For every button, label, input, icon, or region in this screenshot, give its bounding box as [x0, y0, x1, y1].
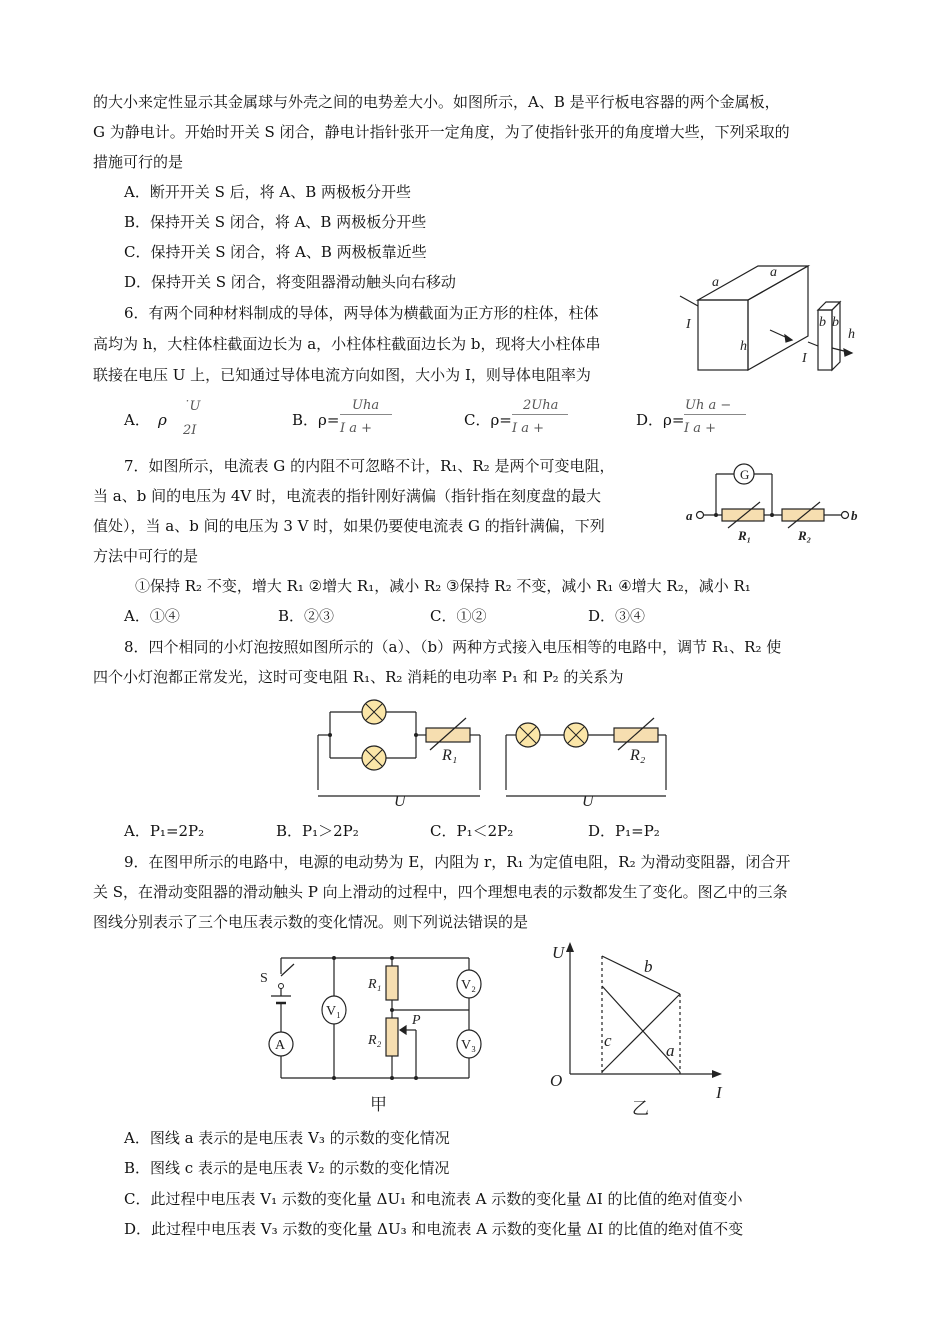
q7-line-2: 当 a、b 间的电压为 4V 时，电流表的指针刚好满偏（指针指在刻度盘的最大 [93, 487, 601, 505]
q7-line-3: 值处），当 a、b 间的电压为 3 V 时，如果仍要使电流表 G 的指针满偏，下列 [93, 517, 605, 535]
cube-side-face [748, 266, 808, 370]
resistor-r1 [386, 966, 398, 1000]
q7-option-b: B．②③ [278, 607, 335, 625]
q8-line-1: 8．四个相同的小灯泡按照如图所示的（a）、（b）两种方式接入电压相等的电路中，调节 R₁、R₂ 使 [124, 638, 782, 656]
intro-option-b: B．保持开关 S 闭合，将 A、B 两极板分开些 [124, 213, 427, 231]
q6-option-b-label: B．ρ= [292, 411, 340, 429]
bar-side-face [832, 302, 840, 370]
q6-option-a-num: ˙U [183, 399, 201, 414]
q9-option-b: B．图线 c 表示的是电压表 V₂ 的示数的变化情况 [124, 1159, 450, 1177]
junction-5 [414, 1076, 418, 1080]
q6-line-2: 高均为 h，大柱体柱截面边长为 a，小柱体柱截面边长为 b，现将大小柱体串 [93, 335, 601, 353]
q6-option-c-num: 2Uha [523, 398, 559, 413]
label-s: S [260, 971, 268, 986]
cube-front-face [698, 300, 748, 370]
q9-circuit-jia [254, 944, 504, 1119]
a-junction-right [414, 733, 418, 737]
q6-conductor-figure [670, 258, 870, 388]
cube-label-a-top: a [712, 275, 719, 290]
label-b: b [644, 957, 653, 976]
axis-i-arrow [712, 1070, 722, 1078]
bar-label-b2: b [832, 315, 839, 330]
axis-u-arrow [566, 942, 574, 952]
q7-option-c: C．①② [430, 607, 487, 625]
q7-methods: ①保持 R₂ 不变，增大 R₁ ②增大 R₁，减小 R₂ ③保持 R₂ 不变，减小 R₁ ④增大 R₂，减小 R₁ [135, 577, 751, 595]
q6-option-c-den: I a + [512, 421, 545, 436]
q6-option-a-den: 2I [183, 423, 197, 438]
q7-option-a: A．①④ [124, 607, 180, 625]
intro-line-1: 的大小来定性显示其金属球与外壳之间的电势差大小。如图所示，A、B 是平行板电容器的两个金属板， [93, 93, 780, 111]
q8-circuit-figure [310, 700, 670, 810]
q9-line-3: 图线分别表示了三个电压表示数的变化情况。则下列说法错误的是 [93, 913, 529, 931]
cube-arrow-head [785, 335, 792, 342]
label-r1: R₁ [368, 977, 382, 992]
q9-option-d: D．此过程中电压表 V₃ 示数的变化量 ΔU₃ 和电流表 A 示数的变化量 ΔI 的比值的绝对值不变 [124, 1220, 744, 1238]
junction-6 [390, 1008, 394, 1012]
q8-option-d: D．P₁=P₂ [588, 822, 660, 840]
q8-option-c: C．P₁＜2P₂ [430, 822, 514, 840]
junction-1 [332, 956, 336, 960]
q6-option-a-label: A． [124, 411, 150, 429]
galv-label: G [740, 467, 750, 482]
label-u-b: U [582, 793, 594, 810]
cube-label-i: I [686, 317, 691, 332]
label-u-a: U [394, 793, 406, 810]
a-junction-left [328, 733, 332, 737]
q6-option-b-bar [340, 414, 392, 415]
cube-label-h: h [740, 339, 747, 354]
label-r2: R₂ [368, 1033, 382, 1048]
label-r1: R₁ [738, 528, 752, 543]
intro-option-a: A．断开开关 S 后，将 A、B 两极板分开些 [124, 183, 412, 201]
q7-option-d: D．③④ [588, 607, 646, 625]
intro-line-3: 措施可行的是 [93, 153, 184, 171]
resistor-r1 [722, 509, 764, 521]
junction-right [770, 513, 774, 517]
q6-option-b-den: I a + [340, 421, 373, 436]
q6-line-1: 6．有两个同种材料制成的导体，两导体为横截面为正方形的柱体，柱体 [124, 304, 599, 322]
label-c: c [604, 1031, 612, 1050]
q6-option-a-rho: ρ [158, 411, 167, 429]
q6-option-b-num: Uha [352, 398, 380, 413]
label-v2: V₂ [461, 978, 476, 993]
label-v3: V₃ [461, 1038, 476, 1053]
caption-yi: 乙 [632, 1099, 649, 1118]
label-r2: R₂ [798, 528, 812, 543]
cube-current-in [680, 296, 698, 306]
q6-option-d-num: Uh a − [685, 398, 732, 413]
q7-line-4: 方法中可行的是 [93, 547, 199, 565]
q8-option-b: B．P₁＞2P₂ [276, 822, 359, 840]
line-b [602, 956, 680, 994]
q9-line-1: 9．在图甲所示的电路中，电源的电动势为 E，内阻为 r，R₁ 为定值电阻，R₂ 为滑动变阻器，闭合开 [124, 853, 791, 871]
label-a: A [275, 1038, 286, 1053]
q9-line-2: 关 S，在滑动变阻器的滑动触头 P 向上滑动的过程中，四个理想电表的示数都发生了变化。图乙中的三条 [93, 883, 788, 901]
junction-3 [332, 1076, 336, 1080]
line-c [602, 994, 680, 1072]
resistor-r1 [426, 728, 470, 742]
label-b: b [851, 508, 858, 523]
resistor-r2 [614, 728, 658, 742]
q9-option-a: A．图线 a 表示的是电压表 V₃ 的示数的变化情况 [124, 1129, 450, 1147]
label-p: P [412, 1013, 421, 1028]
junction-4 [390, 1076, 394, 1080]
q7-circuit-figure [686, 458, 861, 548]
label-i: I [716, 1083, 722, 1102]
q8-option-a: A．P₁=2P₂ [124, 822, 205, 840]
bar-current-in [808, 342, 818, 346]
intro-option-d: D．保持开关 S 闭合，将变阻器滑动触头向右移动 [124, 273, 456, 291]
q8-line-2: 四个小灯泡都正常发光，这时可变电阻 R₁、R₂ 消耗的电功率 P₁ 和 P₂ 的关系为 [93, 668, 624, 686]
q9-option-c: C．此过程中电压表 V₁ 示数的变化量 ΔU₁ 和电流表 A 示数的变化量 ΔI 的比值的绝对值变小 [124, 1190, 743, 1208]
bar-label-b1: b [819, 315, 826, 330]
resistor-r2 [386, 1018, 398, 1056]
terminal-a [697, 512, 704, 519]
label-a: a [686, 508, 693, 523]
switch-blade [281, 964, 294, 976]
label-r1: R₁ [442, 747, 458, 764]
q9-graph-yi [540, 938, 730, 1120]
terminal-b [842, 512, 849, 519]
bar-label-h: h [848, 327, 855, 342]
caption-jia: 甲 [370, 1095, 387, 1114]
cube-label-a-side: a [770, 265, 777, 280]
junction-2 [390, 956, 394, 960]
bar-arrow-head [844, 349, 852, 356]
intro-line-2: G 为静电计。开始时开关 S 闭合，静电计指针张开一定角度，为了使指针张开的角度增大些，下列采取的 [93, 123, 790, 141]
q6-option-d-label: D．ρ= [636, 411, 685, 429]
intro-option-c: C．保持开关 S 闭合，将 A、B 两极板靠近些 [124, 243, 427, 261]
q7-line-1: 7．如图所示，电流表 G 的内阻不可忽略不计，R₁、R₂ 是两个可变电阻， [124, 457, 615, 475]
q6-option-d-bar [684, 414, 746, 415]
label-v1: V₁ [326, 1004, 341, 1019]
label-a: a [666, 1041, 675, 1060]
resistor-r2 [782, 509, 824, 521]
q6-option-d-den: I a + [684, 421, 717, 436]
junction-left [714, 513, 718, 517]
label-r2: R₂ [630, 747, 646, 764]
switch-contact [279, 984, 284, 989]
q6-option-c-label: C．ρ= [464, 411, 512, 429]
label-u: U [552, 943, 565, 962]
q6-line-3: 联接在电压 U 上，已知通过导体电流方向如图，大小为 I，则导体电阻率为 [93, 366, 591, 384]
label-o: O [550, 1071, 563, 1090]
slider-arrow [400, 1026, 406, 1034]
q6-option-c-bar [512, 414, 568, 415]
bar-label-i: I [802, 351, 807, 366]
